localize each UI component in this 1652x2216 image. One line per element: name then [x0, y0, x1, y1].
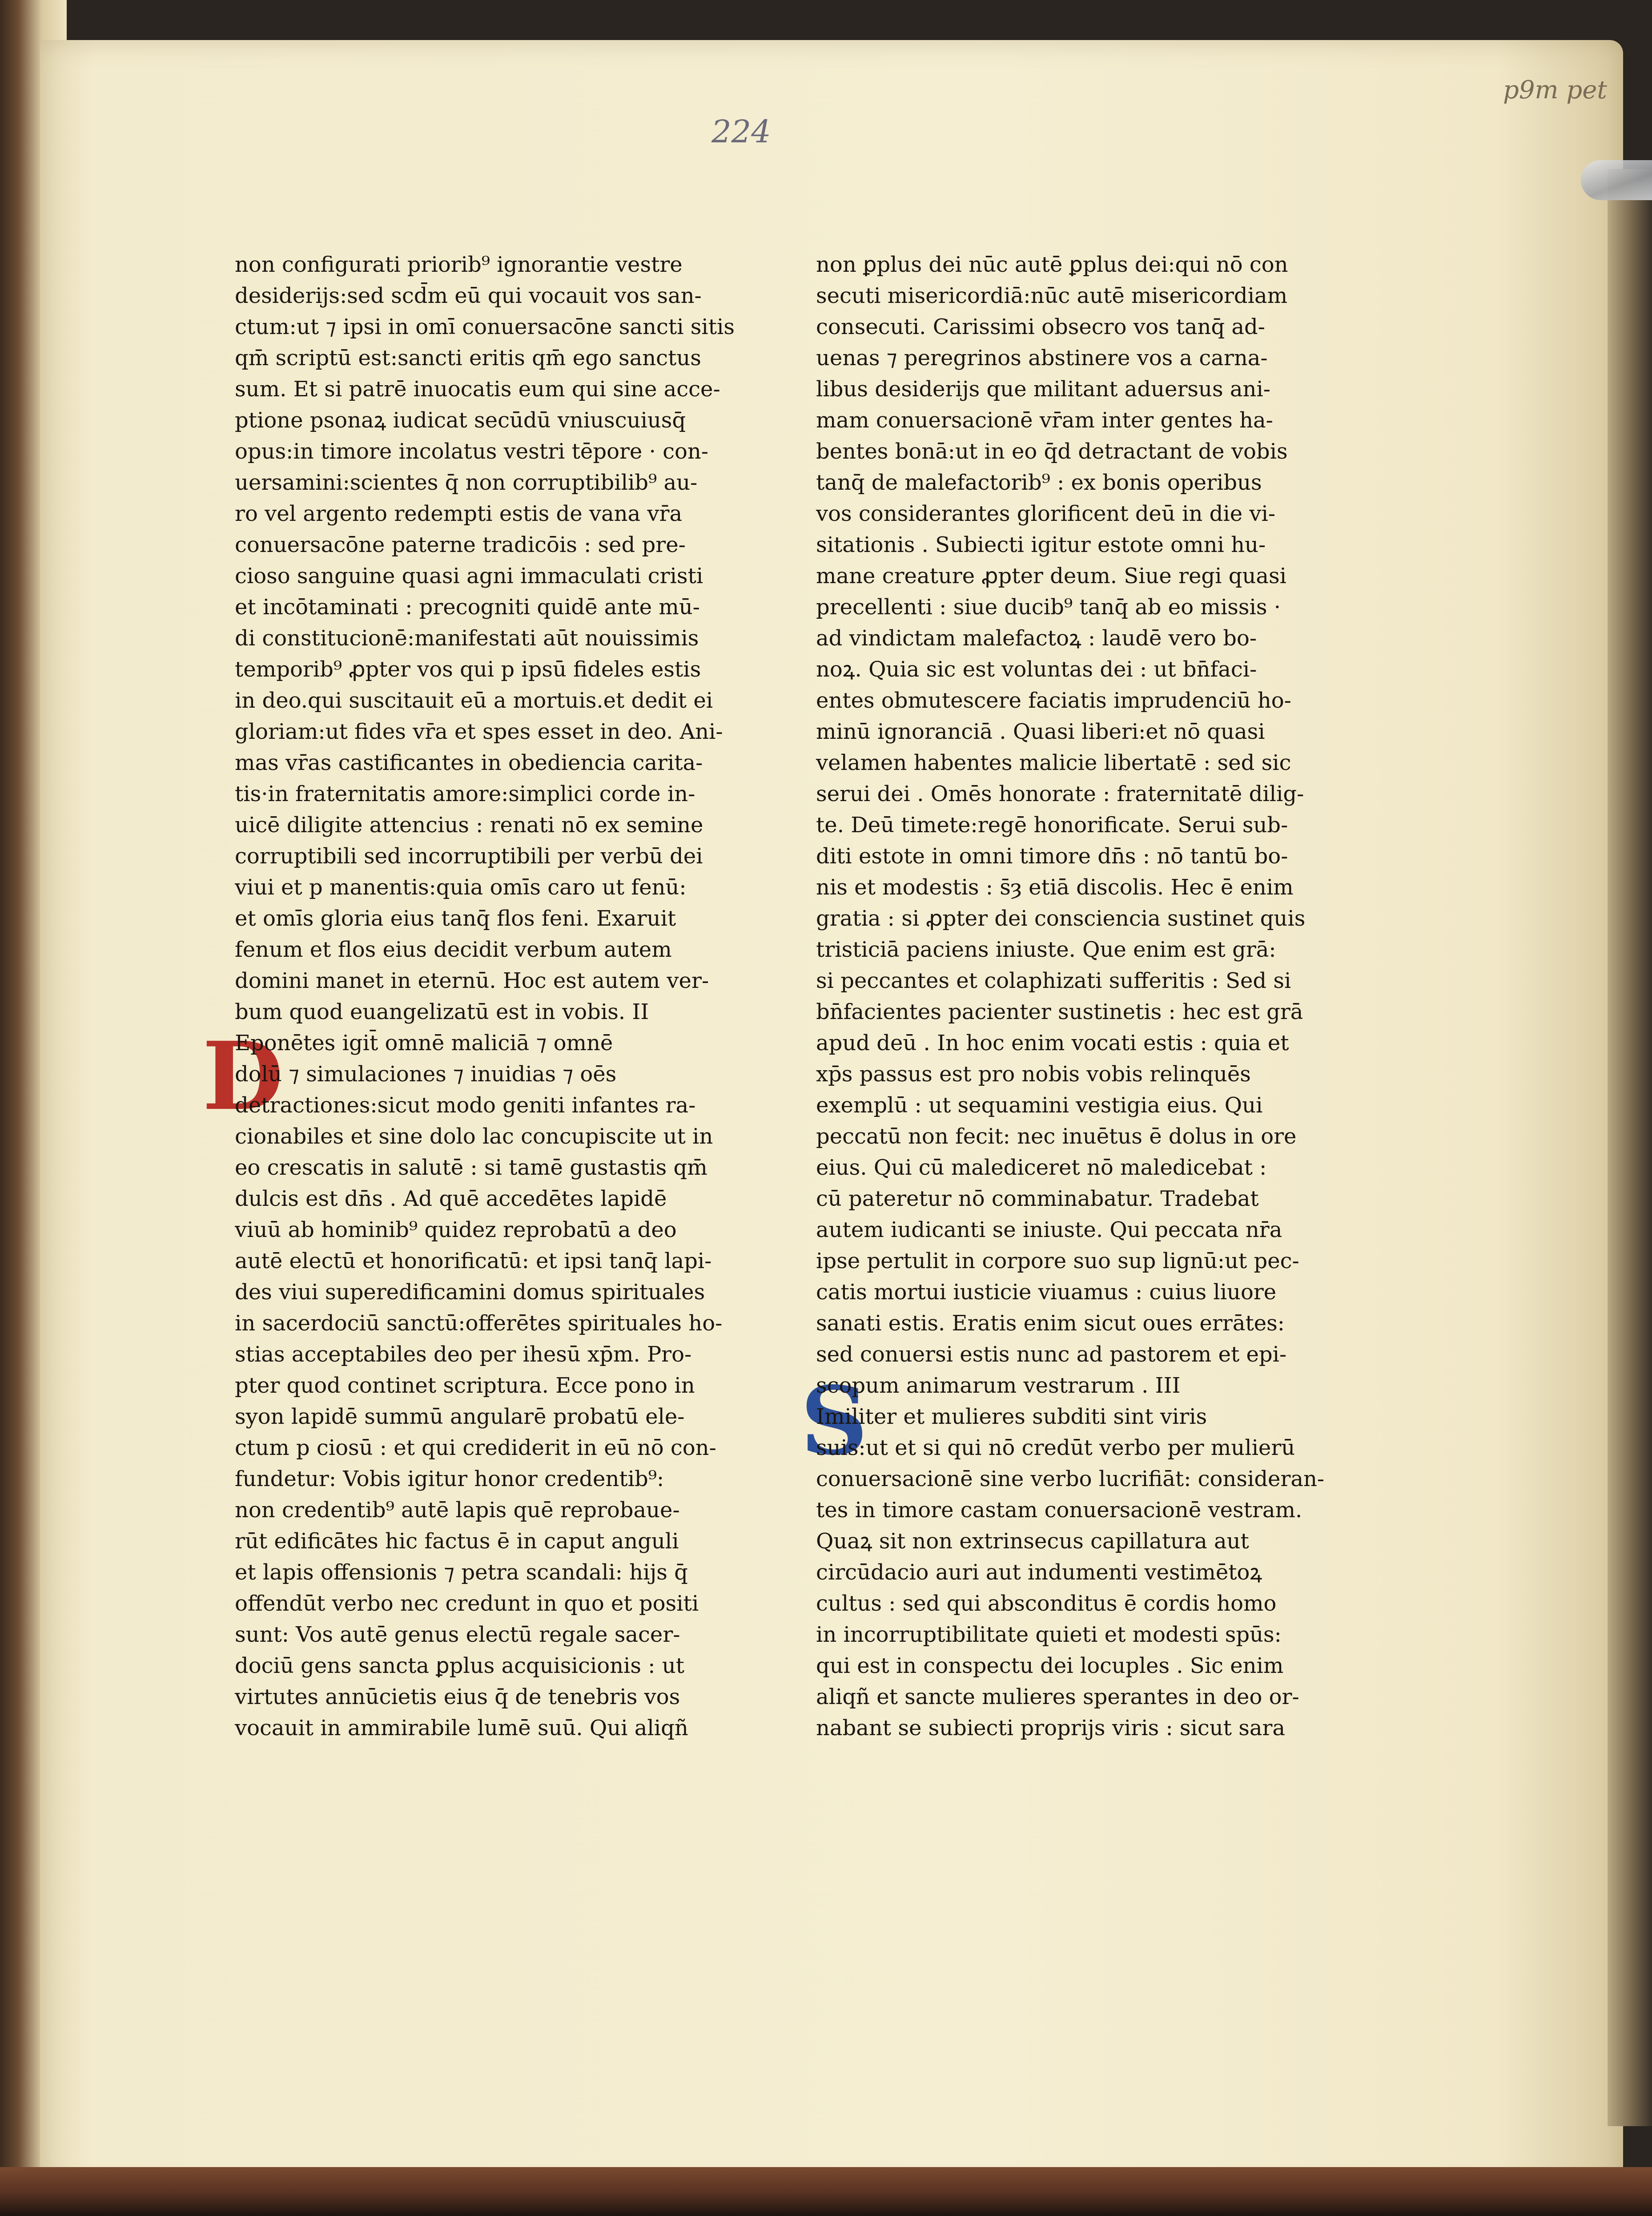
text-line: offendūt verbo nec credunt in quo et positi — [235, 1591, 699, 1616]
text-line: cultus : sed qui absconditus ē cordis homo — [816, 1591, 1277, 1616]
text-line: tes in timore castam conuersacionē vestram. — [816, 1498, 1302, 1523]
text-line: ctum p ciosū : et qui crediderit in eū nō con- — [235, 1435, 716, 1460]
text-line: et incōtaminati : precogniti quidē ante mū- — [235, 595, 700, 620]
text-line: detractiones:sicut modo geniti infantes ra- — [235, 1093, 696, 1118]
text-line: Imiliter et mulieres subditi sint viris — [816, 1404, 1207, 1429]
text-line: et omīs gloria eius tanq̄ flos feni. Exaruit — [235, 906, 676, 931]
text-line: xp̄s passus est pro nobis vobis relinquēs — [816, 1062, 1251, 1087]
page-clip — [1581, 160, 1652, 200]
text-line: et lapis offensionis ⁊ petra scandali: hijs q̄ — [235, 1560, 688, 1585]
text-line: vos considerantes glorificent deū in die vi- — [816, 501, 1276, 526]
text-line: in deo.qui suscitauit eū a mortuis.et dedit ei — [235, 688, 713, 713]
text-line: entes obmutescere faciatis imprudenciū ho- — [816, 688, 1291, 713]
text-line: scopum animarum vestrarum . III — [816, 1373, 1181, 1398]
text-line: autem iudicanti se iniuste. Qui peccata nr̄a — [816, 1217, 1282, 1242]
text-line: bum quod euangelizatū est in vobis. II — [235, 999, 649, 1024]
text-line: exemplū : ut sequamini vestigia eius. Qui — [816, 1093, 1263, 1118]
text-line: noꝝ. Quia sic est voluntas dei : ut bn̄faci- — [816, 657, 1257, 682]
text-line: ctum:ut ⁊ ipsi in omī conuersacōne sancti sitis — [235, 314, 735, 339]
text-line: circūdacio auri aut indumenti vestimētoꝝ — [816, 1560, 1262, 1585]
text-line: nabant se subiecti proprijs viris : sicut sara — [816, 1716, 1286, 1741]
text-line: si peccantes et colaphizati sufferitis : Sed si — [816, 968, 1291, 993]
text-line: sanati estis. Eratis enim sicut oues errātes: — [816, 1311, 1285, 1336]
text-line: des viui superedificamini domus spirituales — [235, 1280, 705, 1305]
text-line: viuū ab hominib⁹ quidez reprobatū a deo — [235, 1217, 677, 1242]
text-line: pter quod continet scriptura. Ecce pono in — [235, 1373, 695, 1398]
folio-number: 224 — [711, 113, 771, 150]
text-line: corruptibili sed incorruptibili per verbū dei — [235, 844, 703, 869]
text-line: ro vel argento redempti estis de vana vr̄a — [235, 501, 683, 526]
text-line: cioso sanguine quasi agni immaculati cristi — [235, 564, 703, 588]
text-line: peccatū non fecit: nec inuētus ē dolus in ore — [816, 1124, 1297, 1149]
text-line: sum. Et si patrē inuocatis eum qui sine acce- — [235, 377, 720, 402]
text-line: syon lapidē summū angularē probatū ele- — [235, 1404, 685, 1429]
text-line: tristiciā paciens iniuste. Que enim est grā: — [816, 937, 1276, 962]
text-line: cionabiles et sine dolo lac concupiscite ut in — [235, 1124, 713, 1149]
text-line: sed conuersi estis nunc ad pastorem et epi- — [816, 1342, 1287, 1367]
text-line: ad vindictam malefactoꝝ : laudē vero bo- — [816, 626, 1257, 651]
text-line: eo crescatis in salutē : si tamē gustastis qm̄ — [235, 1155, 707, 1180]
text-line: velamen habentes malicie libertatē : sed sic — [816, 750, 1291, 775]
text-line: ptione psonaꝝ iudicat secūdū vniuscuiusq̄ — [235, 408, 686, 433]
text-line: aliqñ et sancte mulieres sperantes in deo or- — [816, 1684, 1299, 1709]
text-line: nis et modestis : s̄ȝ etiā discolis. Hec ē enim — [816, 875, 1294, 900]
text-line: vocauit in ammirabile lumē suū. Qui aliqñ — [235, 1716, 688, 1741]
text-line: in incorruptibilitate quieti et modesti spūs: — [816, 1622, 1282, 1647]
text-line: uersamini:scientes q̄ non corruptibilib⁹ au- — [235, 470, 698, 495]
text-line: fenum et flos eius decidit verbum autem — [235, 937, 672, 962]
text-line: uenas ⁊ peregrinos abstinere vos a carna- — [816, 346, 1268, 371]
text-line: mane creature ꝓpter deum. Siue regi quasi — [816, 564, 1286, 588]
text-line: non configurati priorib⁹ ignorantie vestre — [235, 252, 683, 277]
text-line: gloriam:ut fides vr̄a et spes esset in deo. Ani- — [235, 719, 723, 744]
text-line: mas vr̄as castificantes in obediencia carita- — [235, 750, 703, 775]
text-line: Quaꝝ sit non extrinsecus capillatura aut — [816, 1529, 1249, 1554]
text-line: uicē diligite attencius : renati nō ex semine — [235, 813, 703, 838]
text-line: mam conuersacionē vr̄am inter gentes ha- — [816, 408, 1273, 433]
initial-s-blue: S — [800, 1366, 868, 1476]
text-line: non credentib⁹ autē lapis quē reprobaue- — [235, 1498, 680, 1523]
text-line: gratia : si ꝓpter dei consciencia sustinet quis — [816, 906, 1306, 931]
text-line: stias acceptabiles deo per ihesū xp̄m. Pro- — [235, 1342, 692, 1367]
text-line: precellenti : siue ducib⁹ tanq̄ ab eo missis · — [816, 595, 1281, 620]
page-stack-right-edge — [1608, 169, 1652, 2126]
text-line: opus:in timore incolatus vestri tēpore · con- — [235, 439, 708, 464]
text-line: suis:ut et si qui nō credūt verbo per mulierū — [816, 1435, 1295, 1460]
text-line: serui dei . Omēs honorate : fraternitatē dilig- — [816, 782, 1304, 806]
text-line: libus desiderijs que militant aduersus ani- — [816, 377, 1270, 402]
text-line: tis·in fraternitatis amore:simplici corde in- — [235, 782, 695, 806]
text-line: desiderijs:sed scd̄m eū qui vocauit vos san- — [235, 283, 702, 308]
text-line: consecuti. Carissimi obsecro vos tanq̄ ad- — [816, 314, 1265, 339]
text-line: dulcis est dn̄s . Ad quē accedētes lapidē — [235, 1186, 667, 1211]
text-line: autē electū et honorificatū: et ipsi tanq̄ lapi- — [235, 1249, 712, 1273]
text-line: eius. Qui cū malediceret nō maledicebat : — [816, 1155, 1267, 1180]
text-line: diti estote in omni timore dn̄s : nō tantū bo- — [816, 844, 1288, 869]
text-line: rūt edificātes hic factus ē in caput anguli — [235, 1529, 679, 1554]
text-line: ipse pertulit in corpore suo sup lignū:ut pec- — [816, 1249, 1299, 1273]
text-line: qui est in conspectu dei locuples . Sic enim — [816, 1653, 1284, 1678]
text-line: fundetur: Vobis igitur honor credentib⁹: — [235, 1467, 664, 1491]
text-line: sunt: Vos autē genus electū regale sacer- — [235, 1622, 680, 1647]
binding-bottom-edge — [0, 2167, 1652, 2216]
text-line: viui et p manentis:quia omīs caro ut fenū: — [235, 875, 687, 900]
text-line: dolū ⁊ simulaciones ⁊ inuidias ⁊ oēs — [235, 1062, 617, 1087]
text-line: conuersacionē sine verbo lucrifiāt: consideran- — [816, 1467, 1325, 1491]
text-line: qm̄ scriptū est:sancti eritis qm̄ ego sanctus — [235, 346, 701, 371]
text-line: virtutes annūcietis eius q̄ de tenebris vos — [235, 1684, 680, 1709]
text-line: domini manet in eternū. Hoc est autem ver- — [235, 968, 709, 993]
text-line: di constitucionē:manifestati aūt nouissimis — [235, 626, 699, 651]
text-line: non ꝑplus dei nūc autē ꝑplus dei:qui nō con — [816, 252, 1288, 277]
text-line: dociū gens sancta ꝑplus acquisicionis : ut — [235, 1653, 684, 1678]
text-line: Eponētes igit̄ omnē maliciā ⁊ omnē — [235, 1031, 613, 1056]
text-line: tanq̄ de malefactorib⁹ : ex bonis operibus — [816, 470, 1262, 495]
text-line: in sacerdociū sanctū:offerētes spirituales ho- — [235, 1311, 723, 1336]
text-line: bn̄facientes pacienter sustinetis : hec est grā — [816, 999, 1303, 1024]
text-line: te. Deū timete:regē honorificate. Serui sub- — [816, 813, 1288, 838]
text-line: minū ignoranciā . Quasi liberi:et nō quasi — [816, 719, 1265, 744]
text-line: cū pateretur nō comminabatur. Tradebat — [816, 1186, 1259, 1211]
text-line: temporib⁹ ꝓpter vos qui p ipsū fideles estis — [235, 657, 701, 682]
corner-annotation: p9m pet — [1503, 76, 1607, 105]
right-text-column — [816, 249, 1325, 1744]
text-line: catis mortui iusticie viuamus : cuius liuore — [816, 1280, 1277, 1305]
initial-d-red: D — [202, 1021, 284, 1131]
text-line: secuti misericordiā:nūc autē misericordiam — [816, 283, 1288, 308]
text-line: bentes bonā:ut in eo q̄d detractant de vobis — [816, 439, 1288, 464]
text-line: apud deū . In hoc enim vocati estis : quia et — [816, 1031, 1289, 1056]
text-line: conuersacōne paterne tradicōis : sed pre- — [235, 532, 686, 557]
left-text-column — [235, 249, 735, 1744]
text-line: sitationis . Subiecti igitur estote omni hu- — [816, 532, 1266, 557]
